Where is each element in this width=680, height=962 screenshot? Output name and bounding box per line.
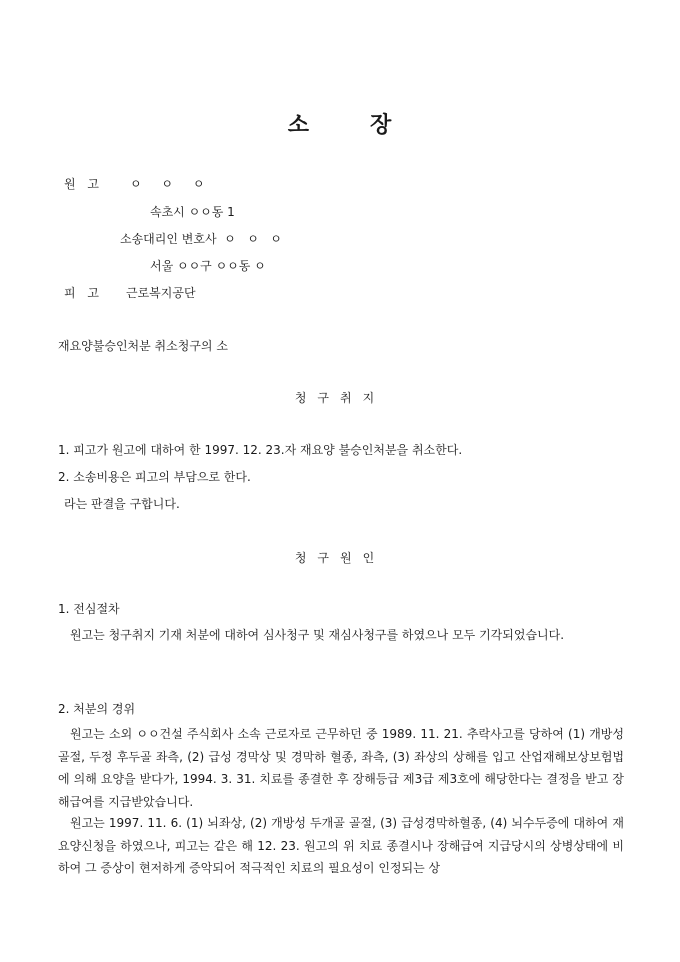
section-claim-heading: 청구취지 [294, 391, 386, 405]
representative-address: 서울 ㅇㅇ구 ㅇㅇ동 ㅇ [150, 259, 266, 273]
cause-1-paragraph [58, 624, 624, 647]
cause-2-text-2: 원고는 1997. 11. 6. (1) 뇌좌상, (2) 개방성 두개골 골절, (3) 급성경막하혈종, (4) 뇌수두증에 대하여 재요양신청을 하였으나, 피고는 같은 해 12. 23. 원고의 위 치료 종결시나 장해급여 지급당시의 상병상태에 비하여 그 증상이 현저하게 증악되어 적극적인 치료의 필요성이 인정되는 상 [58, 816, 624, 876]
defendant-label: 피 고 [64, 286, 99, 300]
defendant-name: 근로복지공단 [126, 286, 196, 300]
plaintiff-address: 속초시 ㅇㅇ동 1 [150, 205, 235, 219]
cause-1-text: 원고는 청구취지 기재 처분에 대하여 심사청구 및 재심사청구를 하였으나 모두 기각되었습니다. [70, 628, 565, 642]
cause-2-text-1: 원고는 소외 ㅇㅇ건설 주식회사 소속 근로자로 근무하던 중 1989. 11. 21. 추락사고를 당하여 (1) 개방성골절, 두정 후두골 좌측, (2) 급성 경막상 및 경막하 혈종, 좌측, (3) 좌상의 상해를 입고 산업재해보상보험법에 의해 요양을 받다가, 1994. 3. 31. 치료를 종결한 후 장해등급 제3급 제3호에 해당한다는 결정을 받고 장해급여를 지급받았습니다. [58, 727, 624, 809]
cause-2-heading: 2. 처분의 경위 [58, 702, 136, 716]
claim-item-1: 1. 피고가 원고에 대하여 한 1997. 12. 23.자 재요양 불승인처분을 취소한다. [58, 443, 463, 457]
claim-item-2: 2. 소송비용은 피고의 부담으로 한다. [58, 470, 251, 484]
claim-conclusion: 라는 판결을 구합니다. [64, 497, 180, 511]
document-title [0, 108, 680, 139]
case-name: 재요양불승인처분 취소청구의 소 [58, 339, 228, 353]
title-char-2: 장 [370, 112, 393, 138]
plaintiff-name: ㅇ ㅇ ㅇ [130, 177, 205, 191]
cause-2-paragraph-1 [58, 723, 624, 813]
title-char-1: 소 [287, 112, 310, 138]
cause-2-paragraph-2 [58, 812, 624, 880]
plaintiff-label: 원 고 [64, 177, 99, 191]
plaintiff-representative: 소송대리인 변호사 ㅇ ㅇ ㅇ [120, 232, 282, 246]
section-cause-heading: 청구원인 [294, 551, 386, 565]
cause-1-heading: 1. 전심절차 [58, 602, 120, 616]
